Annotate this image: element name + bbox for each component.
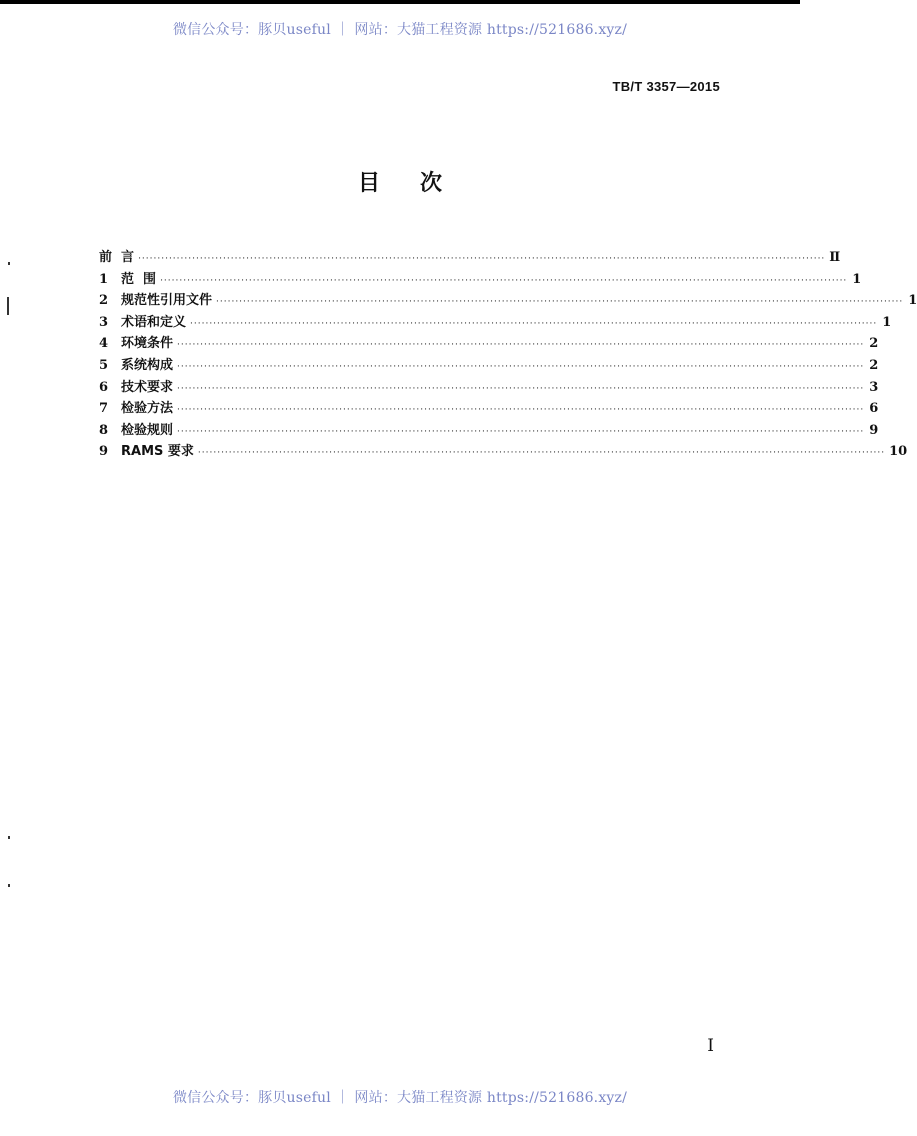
toc-entry-number: 5 bbox=[99, 357, 109, 373]
table-of-contents bbox=[99, 246, 917, 462]
watermark-top: 微信公众号：豚贝useful ｜ 网站：大猫工程资源 https://521686.xyz/ bbox=[172, 22, 628, 38]
toc-leader-dots: ·················································································································································································· bbox=[160, 275, 848, 286]
toc-entry-number: 9 bbox=[99, 444, 109, 460]
toc-entry-test-methods[interactable] bbox=[99, 397, 879, 419]
standard-number: TB/T 3357—2015 bbox=[612, 79, 720, 94]
toc-entry-number: 2 bbox=[99, 293, 109, 309]
toc-entry-page: 2 bbox=[869, 336, 879, 352]
scan-artifact bbox=[8, 836, 10, 839]
scan-artifact bbox=[8, 884, 10, 887]
toc-leader-dots: ·················································································································································································· bbox=[216, 297, 904, 308]
toc-leader-dots: ·················································································································································································· bbox=[177, 383, 865, 394]
toc-leader-dots: ·················································································································································································· bbox=[177, 361, 865, 372]
toc-entry-label: 规范性引用文件 bbox=[121, 293, 213, 309]
toc-entry-technical-requirements[interactable] bbox=[99, 376, 879, 398]
watermark-bottom: 微信公众号：豚贝useful ｜ 网站：大猫工程资源 https://521686.xyz/ bbox=[172, 1090, 628, 1106]
toc-entry-foreword[interactable] bbox=[99, 246, 841, 268]
toc-leader-dots: ·················································································································································································· bbox=[138, 254, 826, 264]
toc-entry-page: 9 bbox=[869, 422, 879, 438]
toc-leader-dots: ·················································································································································································· bbox=[197, 448, 886, 459]
toc-entry-number: 1 bbox=[99, 271, 109, 287]
toc-title: 目次 bbox=[357, 171, 482, 196]
toc-entry-page: 6 bbox=[869, 401, 879, 417]
toc-entry-inspection-rules[interactable] bbox=[99, 419, 879, 441]
toc-entry-label: 前 言 bbox=[99, 250, 135, 265]
toc-entry-page: 1 bbox=[882, 314, 892, 330]
toc-entry-page: 2 bbox=[869, 357, 879, 373]
toc-entry-terms-definitions[interactable] bbox=[99, 311, 892, 333]
toc-leader-dots: ·················································································································································································· bbox=[177, 340, 865, 351]
toc-entry-number: 7 bbox=[99, 401, 109, 417]
toc-entry-label: 检验规则 bbox=[121, 422, 174, 438]
toc-leader-dots: ·················································································································································································· bbox=[190, 318, 878, 329]
toc-entry-number: 6 bbox=[99, 379, 109, 395]
toc-entry-number: 3 bbox=[99, 314, 109, 330]
toc-entry-page: 1 bbox=[908, 293, 917, 309]
toc-entry-label: 环境条件 bbox=[121, 336, 174, 352]
toc-leader-dots: ·················································································································································································· bbox=[177, 405, 865, 416]
toc-leader-dots: ·················································································································································································· bbox=[177, 426, 865, 437]
toc-entry-number: 4 bbox=[99, 336, 109, 352]
toc-entry-label: RAMS 要求 bbox=[121, 444, 194, 460]
scan-artifact bbox=[7, 297, 9, 315]
toc-entry-rams-requirements[interactable] bbox=[99, 440, 908, 462]
scan-top-border bbox=[0, 0, 800, 4]
toc-entry-scope[interactable] bbox=[99, 268, 862, 290]
toc-entry-label: 术语和定义 bbox=[121, 314, 187, 330]
toc-entry-label: 检验方法 bbox=[121, 401, 174, 417]
toc-entry-system-composition[interactable] bbox=[99, 354, 879, 376]
page-number: Ⅰ bbox=[707, 1036, 714, 1056]
scan-artifact bbox=[8, 262, 10, 265]
toc-entry-environmental-conditions[interactable] bbox=[99, 332, 879, 354]
toc-entry-normative-references[interactable] bbox=[99, 289, 917, 311]
toc-entry-page: 1 bbox=[852, 271, 862, 287]
toc-entry-label: 范 围 bbox=[121, 271, 157, 287]
toc-entry-number: 8 bbox=[99, 422, 109, 438]
toc-entry-page: 10 bbox=[889, 444, 908, 460]
toc-entry-page: Ⅱ bbox=[829, 250, 841, 265]
toc-entry-label: 技术要求 bbox=[121, 379, 174, 395]
toc-entry-page: 3 bbox=[869, 379, 879, 395]
toc-entry-label: 系统构成 bbox=[121, 357, 174, 373]
